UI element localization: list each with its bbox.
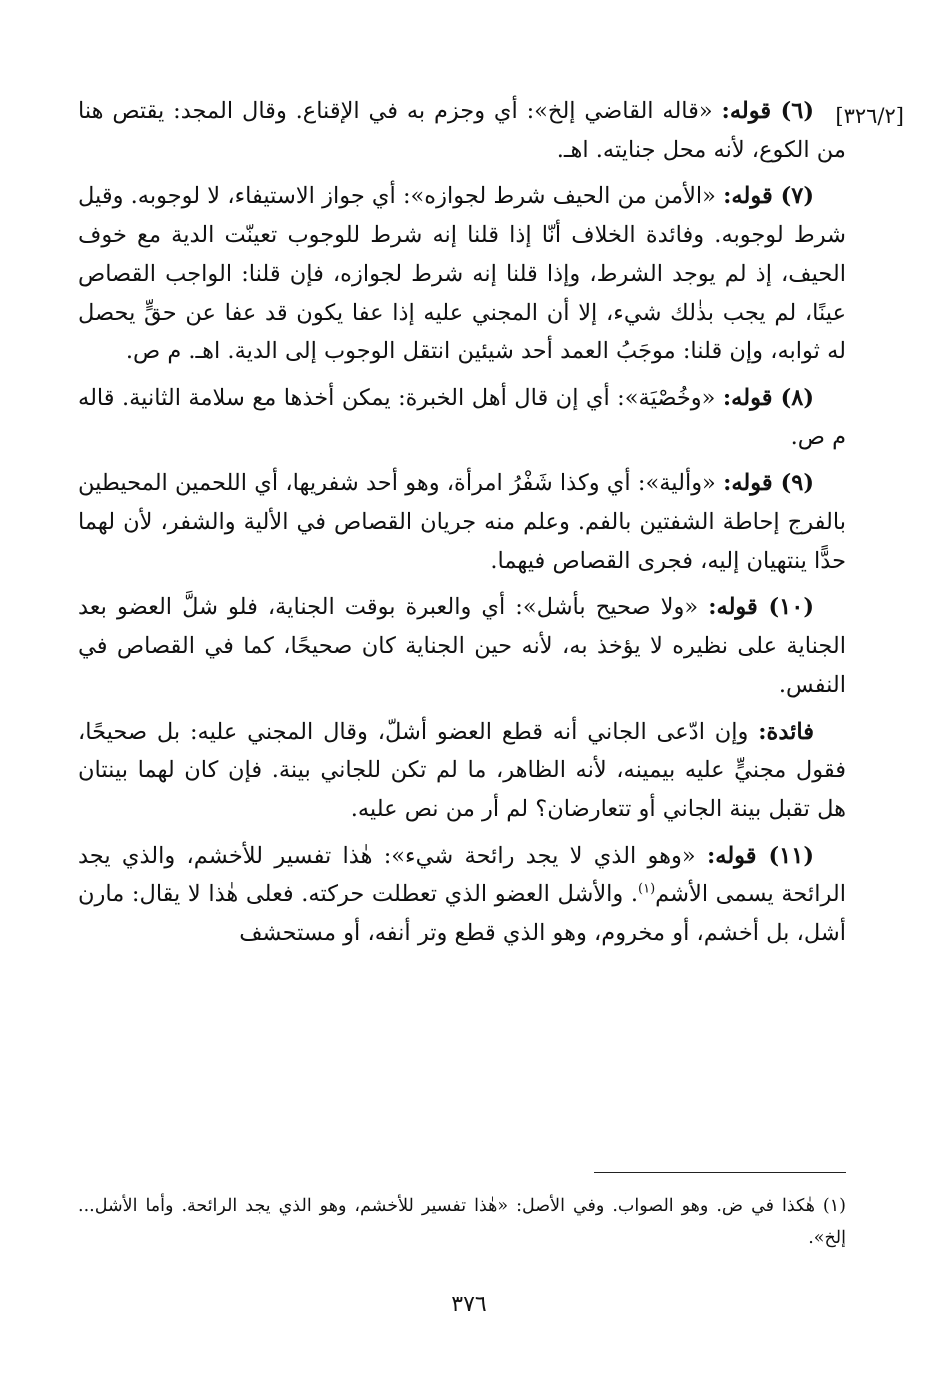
paragraph-text: وإن ادّعى الجاني أنه قطع العضو أشلّ، وقال المجني عليه: بل صحيحًا، فقول مجنيٍّ عليه بيمينه، لأنه الظاهر، ما لم تكن للجاني بينة. فإن كان لهما بينتان هل تقبل بينة الجاني أو تتعارضان؟ لم أر من نص عليه.: [78, 718, 846, 822]
page-number: ٣٧٦: [451, 1292, 487, 1317]
paragraph-text: «وهو الذي لا يجد رائحة شيء»: هٰذا تفسير للأخشم، والذي يجد الرائحة يسمى الأشم: [78, 842, 846, 908]
commentary-paragraph: [78, 588, 846, 704]
paragraph-lead: (٩) قوله:: [723, 470, 814, 497]
paragraph-text: «قاله القاضي إلخ»: أي وجزم به في الإقناع. وقال المجد: يقتص هنا من الكوع، لأنه محل جنايته. اهـ.: [78, 98, 846, 163]
commentary-paragraph: [78, 379, 846, 456]
paragraph-lead: فائدة:: [758, 718, 814, 745]
paragraph-lead: (٨) قوله:: [722, 384, 814, 411]
footnote-line: (١) هٰكذا في ض. وهو الصواب. وفي الأصل: «هٰذا تفسير للأخشم، وهو الذي يجد الرائحة. وأما الأشل... إلخ».: [78, 1196, 846, 1248]
paragraph-text: «الأمن من الحيف شرط لجوازه»: أي جواز الاستيفاء، لا لوجوبه. وقيل شرط لوجوبه. وفائدة الخلاف أنّا إذا قلنا إنه شرط للوجوب تعينّت الدية مع خوف الحيف، إذ لم يوجد الشرط، وإذا قلنا إنه شرط لجوازه، فإن قلنا: الواجب القصاص عينًا، لم يجب بذٰلك شيء، إلا أن المجني عليه إذا عفا يكون قد عفا عن حقٍّ يحصل له ثوابه، وإن قلنا: موجَبُ العمد أحد شيئين انتقل الوجوب إلى الدية. اهـ. م ص.: [78, 183, 846, 365]
footnote-marker: (١): [638, 881, 656, 897]
paragraph-lead: (٦) قوله:: [721, 98, 815, 124]
benefit-paragraph: [78, 713, 846, 829]
commentary-paragraph: [78, 177, 846, 371]
paragraph-lead: (١١) قوله:: [706, 842, 814, 869]
paragraph-lead: (٧) قوله:: [723, 183, 814, 210]
commentary-body: [78, 92, 846, 961]
footnotes: [78, 1190, 846, 1254]
paragraph-text: «وألية»: أي وكذا شَفْرُ امرأة، وهو أحد شفريها، أي اللحمين المحيطين بالفرج إحاطة الشفتين بالفم. وعلم منه جريان القصاص في الألية والشفر، لأن لهما حدًّا ينتهيان إليه، فجرى القصاص فيهما.: [78, 470, 846, 574]
paragraph-text: «ولا صحيح بأشل»: أي والعبرة بوقت الجناية، فلو شلَّ العضو بعد الجناية على نظيره لا يؤخذ به، لأنه حين الجناية كان صحيحًا، كما في القصاص في النفس.: [78, 594, 846, 698]
commentary-paragraph: [78, 837, 846, 953]
commentary-paragraph: [78, 464, 846, 580]
paragraph-text: . والأشل العضو الذي تعطلت حركته. فعلى هٰذا لا يقال: مارن أشل، بل أخشم، أو مخروم، وهو الذي قطع وتر أنفه، أو مستحشف: [78, 881, 846, 947]
paragraph-text: «وخُصْيَة»: أي إن قال أهل الخبرة: يمكن أخذها مع سلامة الثانية. قاله م ص.: [78, 384, 846, 450]
paragraph-lead: (١٠) قوله:: [708, 594, 814, 621]
footnote-separator: [594, 1172, 846, 1173]
commentary-paragraph: [78, 92, 846, 169]
volume-page-reference: [٣٢٦/٢]: [835, 104, 904, 128]
